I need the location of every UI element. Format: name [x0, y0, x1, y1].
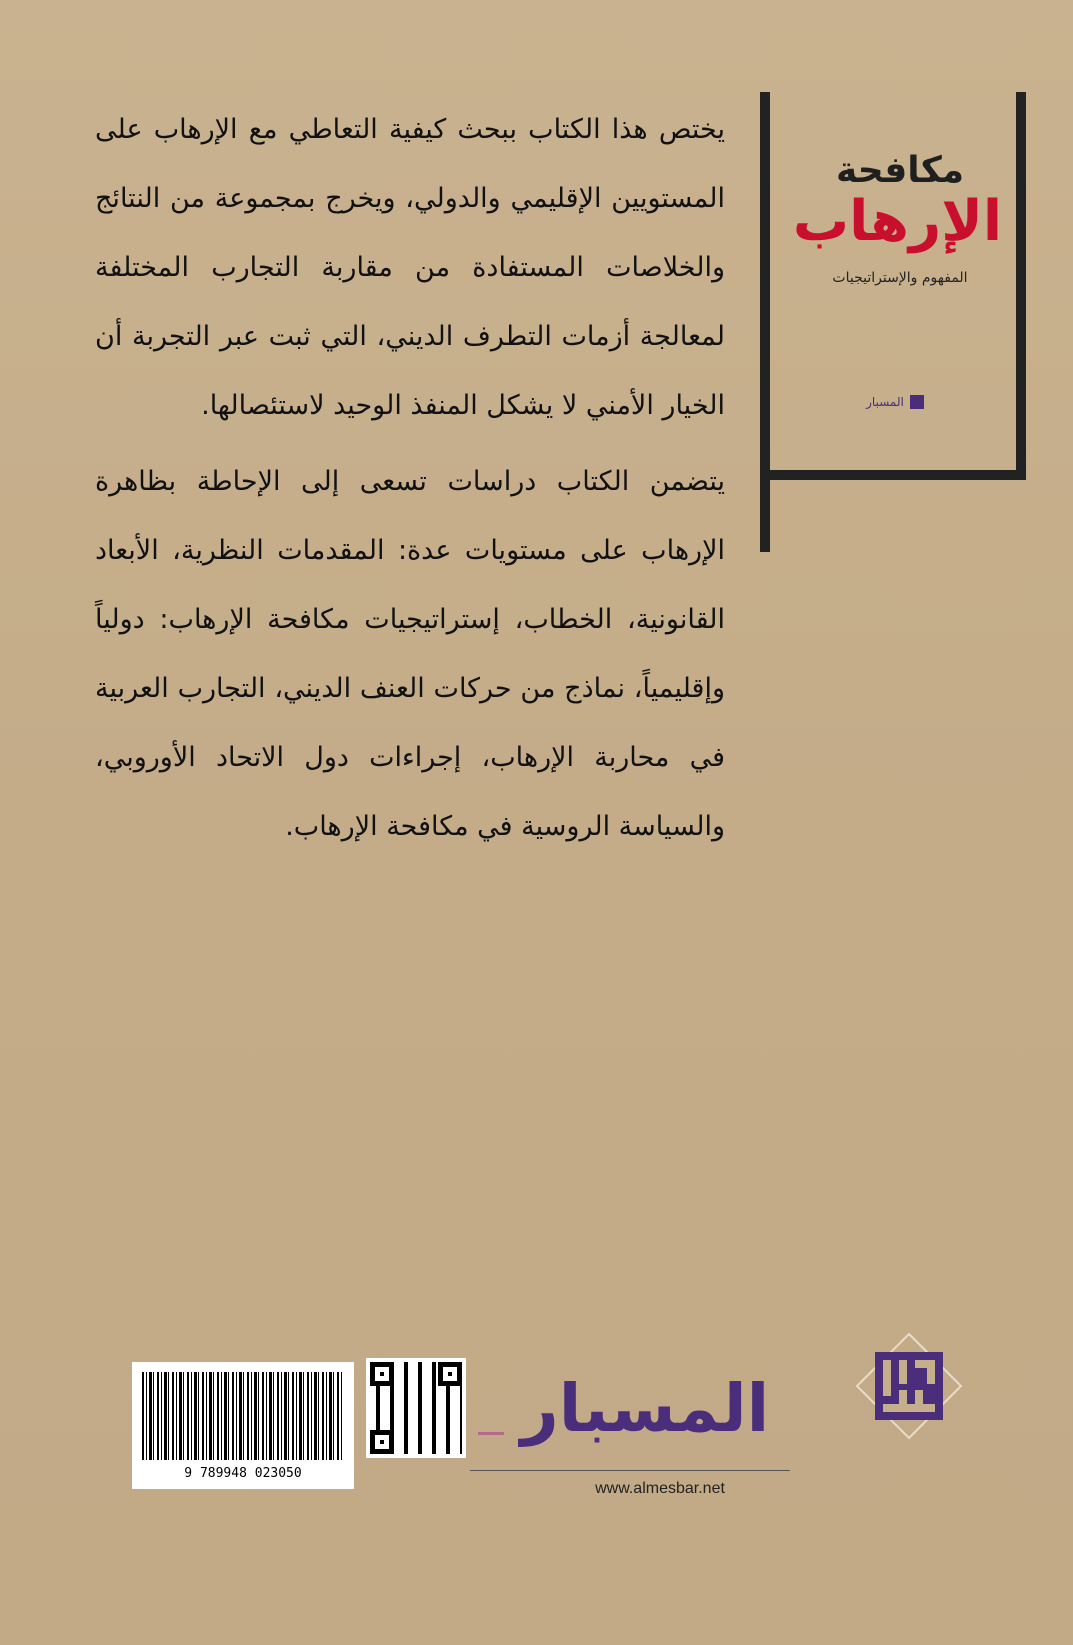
publisher-name: المسبار	[520, 1370, 770, 1447]
isbn-barcode	[132, 1362, 354, 1489]
publisher-logo-icon	[855, 1332, 963, 1440]
mini-cover-title-main: الإرهاب	[792, 189, 1003, 254]
barcode-digits: 9 789948 023050	[184, 1466, 302, 1481]
qr-code-icon	[370, 1362, 462, 1454]
mini-cover-subtitle: المفهوم والإستراتيجيات	[832, 270, 968, 286]
brand-dash	[478, 1432, 504, 1435]
blurb-paragraph-1: يختص هذا الكتاب ببحث كيفية التعاطي مع الإرهاب على المستويين الإقليمي والدولي، ويخرج بمجموعة من النتائج والخلاصات المستفادة من مقاربة التجارب المختلفة لمعالجة أزمات التطرف الديني، التي ثبت عبر التجربة أن الخيار الأمني لا يشكل المنفذ الوحيد لاستئصالها.	[95, 114, 725, 421]
mini-cover-title-top: مكافحة	[835, 150, 965, 191]
mini-logo-text: المسبار	[866, 395, 904, 409]
barcode-bars	[142, 1372, 344, 1460]
qr-finder-top-left	[370, 1362, 394, 1386]
blurb-paragraph-2: يتضمن الكتاب دراسات تسعى إلى الإحاطة بظاهرة الإرهاب على مستويات عدة: المقدمات النظرية، الأبعاد القانونية، الخطاب، إستراتيجيات مكافحة الإرهاب: دولياً وإقليمياً، نماذج من حركات العنف الديني، التجارب العربية في محاربة الإرهاب، إجراءات دول الاتحاد الأوروبي، والسياسة الروسية في مكافحة الإرهاب.	[95, 466, 725, 842]
qr-finder-bottom-left	[370, 1430, 394, 1454]
qr-finder-top-right	[438, 1362, 462, 1386]
publisher-mini-icon	[910, 395, 924, 409]
publisher-url: www.almesbar.net	[595, 1480, 725, 1497]
mini-cover-logo	[855, 392, 935, 412]
brand-divider	[470, 1470, 790, 1471]
